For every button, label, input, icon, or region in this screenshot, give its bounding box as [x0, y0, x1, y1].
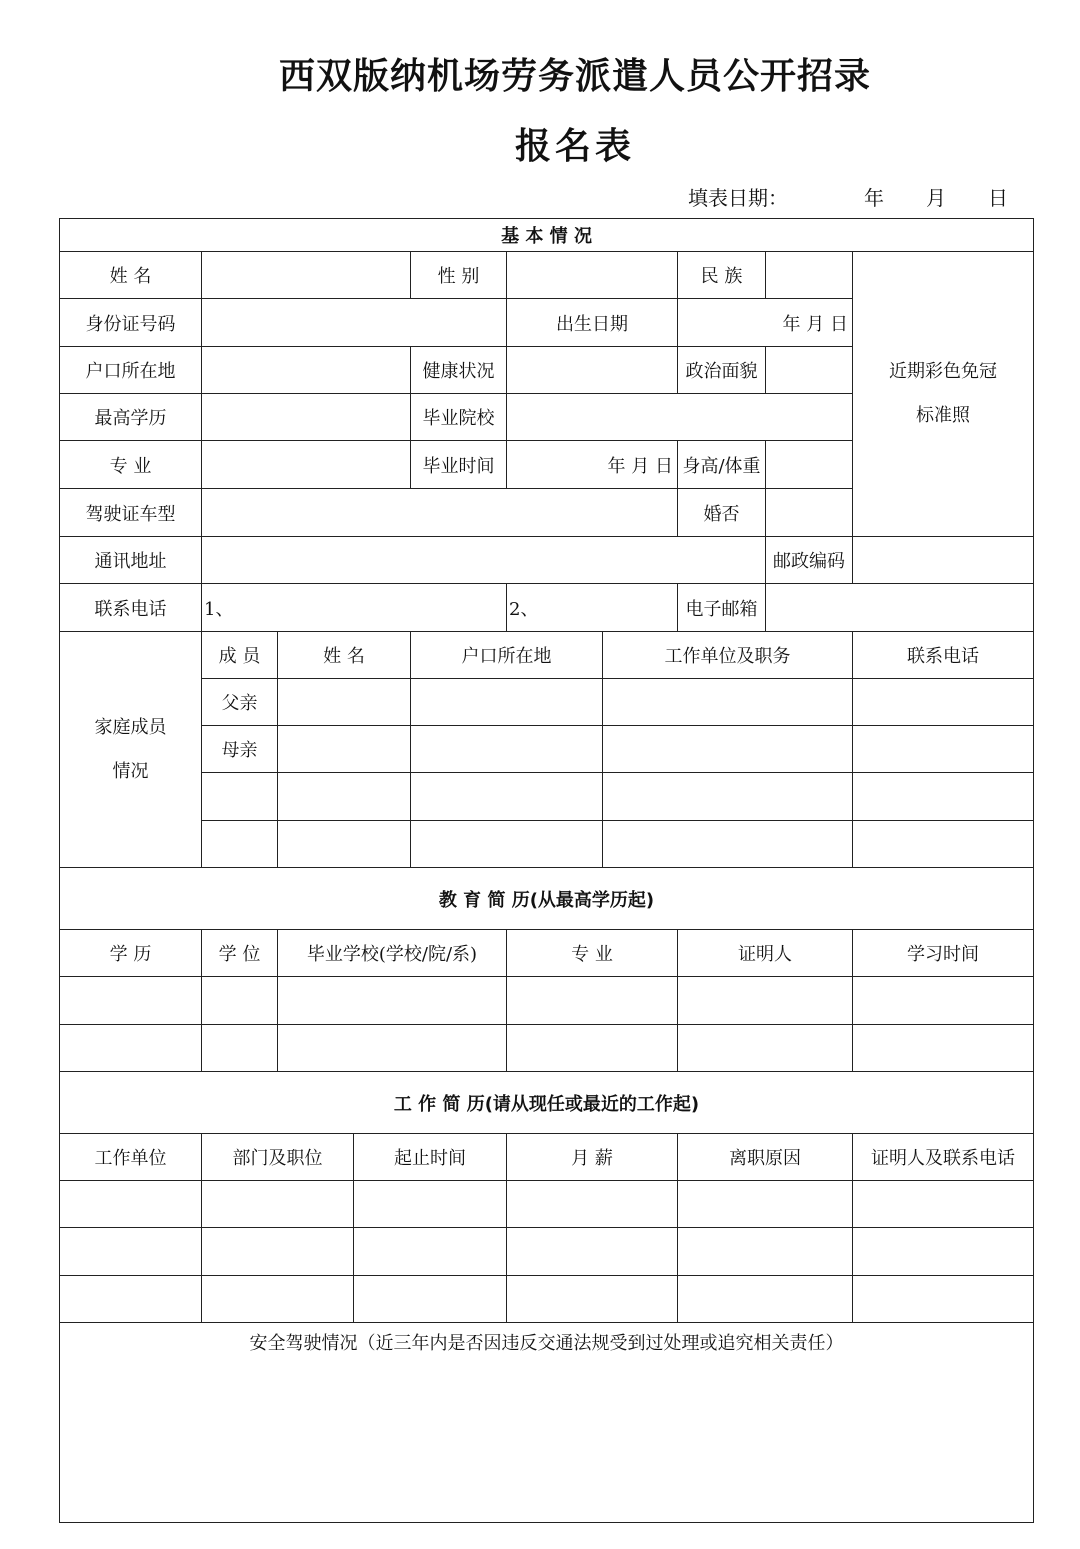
edu-cell[interactable] — [60, 1025, 202, 1072]
postcode-field[interactable] — [853, 537, 1034, 584]
family-row — [60, 726, 1034, 773]
work-cell[interactable] — [678, 1276, 853, 1323]
address-field[interactable] — [202, 537, 766, 584]
edu-cell[interactable] — [507, 977, 678, 1025]
family-member-cell[interactable] — [202, 821, 278, 868]
family-hukou-cell[interactable] — [411, 679, 603, 726]
phone-label: 联系电话 — [60, 584, 202, 632]
phone2-field[interactable]: 2、 — [507, 584, 678, 632]
edu-row — [60, 977, 1034, 1025]
family-name-cell[interactable] — [278, 679, 411, 726]
family-label-line1: 家庭成员 — [94, 716, 167, 738]
edu-cell[interactable] — [278, 977, 507, 1025]
education-field[interactable] — [202, 394, 411, 441]
edu-row — [60, 1025, 1034, 1072]
family-hukou-cell[interactable] — [411, 773, 603, 821]
work-header-period: 起止时间 — [354, 1134, 507, 1181]
family-name-cell[interactable] — [278, 726, 411, 773]
edu-header-school: 毕业学校(学校/院/系) — [278, 930, 507, 977]
work-cell[interactable] — [354, 1228, 507, 1276]
family-header-name: 姓 名 — [278, 632, 411, 679]
family-phone-cell[interactable] — [853, 821, 1034, 868]
phone1-field[interactable]: 1、 — [202, 584, 507, 632]
work-header-salary: 月 薪 — [507, 1134, 678, 1181]
school-label: 毕业院校 — [411, 394, 507, 441]
height-weight-label: 身高/体重 — [678, 441, 766, 489]
married-label: 婚否 — [678, 489, 766, 537]
edu-cell[interactable] — [278, 1025, 507, 1072]
gender-field[interactable] — [507, 252, 678, 299]
family-work-cell[interactable] — [603, 821, 853, 868]
work-cell[interactable] — [202, 1181, 354, 1228]
section-basic-info: 基 本 情 况 — [60, 219, 1034, 252]
work-cell[interactable] — [507, 1228, 678, 1276]
family-name-cell[interactable] — [278, 773, 411, 821]
fill-date-month: 月 — [926, 186, 946, 210]
id-number-label: 身份证号码 — [60, 299, 202, 347]
major-field[interactable] — [202, 441, 411, 489]
section-education: 教 育 简 历(从最高学历起) — [60, 868, 1034, 930]
family-header-work: 工作单位及职务 — [603, 632, 853, 679]
family-header-phone: 联系电话 — [853, 632, 1034, 679]
school-field[interactable] — [507, 394, 853, 441]
gender-label: 性 别 — [411, 252, 507, 299]
work-cell[interactable] — [853, 1228, 1034, 1276]
photo-label-line2: 标准照 — [916, 405, 971, 426]
name-label: 姓 名 — [60, 252, 202, 299]
edu-cell[interactable] — [678, 1025, 853, 1072]
family-member-mother: 母亲 — [202, 726, 278, 773]
family-row — [60, 773, 1034, 821]
edu-cell[interactable] — [853, 977, 1034, 1025]
hukou-field[interactable] — [202, 347, 411, 394]
work-row — [60, 1276, 1034, 1323]
edu-header-period: 学习时间 — [853, 930, 1034, 977]
work-cell[interactable] — [678, 1228, 853, 1276]
family-header-member: 成 员 — [202, 632, 278, 679]
family-member-cell[interactable] — [202, 773, 278, 821]
safety-driving-label: 安全驾驶情况（近三年内是否因违反交通法规受到过处理或追究相关责任） — [249, 1333, 844, 1354]
hukou-label: 户口所在地 — [60, 347, 202, 394]
family-phone-cell[interactable] — [853, 726, 1034, 773]
health-label: 健康状况 — [411, 347, 507, 394]
political-field[interactable] — [766, 347, 853, 394]
work-cell[interactable] — [202, 1276, 354, 1323]
work-cell[interactable] — [60, 1276, 202, 1323]
section-work: 工 作 简 历(请从现任或最近的工作起) — [60, 1072, 1034, 1134]
work-row — [60, 1228, 1034, 1276]
family-hukou-cell[interactable] — [411, 821, 603, 868]
email-field[interactable] — [766, 584, 1034, 632]
address-label: 通讯地址 — [60, 537, 202, 584]
education-label: 最高学历 — [60, 394, 202, 441]
work-cell[interactable] — [202, 1228, 354, 1276]
work-header-unit: 工作单位 — [60, 1134, 202, 1181]
family-phone-cell[interactable] — [853, 679, 1034, 726]
id-number-field[interactable] — [202, 299, 507, 347]
edu-cell[interactable] — [202, 977, 278, 1025]
birth-date-label: 出生日期 — [507, 299, 678, 347]
married-field[interactable] — [766, 489, 853, 537]
edu-header-xuewei: 学 位 — [202, 930, 278, 977]
fill-date-day: 日 — [988, 186, 1008, 210]
name-field[interactable] — [202, 252, 411, 299]
family-hukou-cell[interactable] — [411, 726, 603, 773]
family-member-father: 父亲 — [202, 679, 278, 726]
edu-header-degree: 学 历 — [60, 930, 202, 977]
safety-driving-area[interactable] — [60, 1323, 1034, 1523]
family-row — [60, 679, 1034, 726]
edu-header-major: 专 业 — [507, 930, 678, 977]
photo-area[interactable] — [853, 252, 1034, 537]
work-cell[interactable] — [853, 1181, 1034, 1228]
major-label: 专 业 — [60, 441, 202, 489]
family-label — [60, 632, 202, 868]
work-header-position: 部门及职位 — [202, 1134, 354, 1181]
health-field[interactable] — [507, 347, 678, 394]
work-cell[interactable] — [60, 1181, 202, 1228]
fill-date-year: 年 — [864, 186, 884, 210]
edu-cell[interactable] — [507, 1025, 678, 1072]
edu-header-witness: 证明人 — [678, 930, 853, 977]
political-label: 政治面貌 — [678, 347, 766, 394]
family-work-cell[interactable] — [603, 726, 853, 773]
ethnicity-field[interactable] — [766, 252, 853, 299]
license-field[interactable] — [202, 489, 678, 537]
work-header-reason: 离职原因 — [678, 1134, 853, 1181]
work-cell[interactable] — [507, 1181, 678, 1228]
family-phone-cell[interactable] — [853, 773, 1034, 821]
postcode-label: 邮政编码 — [766, 537, 853, 584]
photo-label-line1: 近期彩色免冠 — [889, 361, 998, 382]
family-header-hukou: 户口所在地 — [411, 632, 603, 679]
family-name-cell[interactable] — [278, 821, 411, 868]
work-cell[interactable] — [354, 1276, 507, 1323]
work-cell[interactable] — [678, 1181, 853, 1228]
fill-date-label: 填表日期： — [688, 186, 788, 210]
birth-date-field[interactable]: 年 月 日 — [678, 299, 853, 347]
family-work-cell[interactable] — [603, 679, 853, 726]
work-cell[interactable] — [354, 1181, 507, 1228]
family-work-cell[interactable] — [603, 773, 853, 821]
grad-time-field[interactable]: 年 月 日 — [507, 441, 678, 489]
work-header-reference: 证明人及联系电话 — [853, 1134, 1034, 1181]
edu-cell[interactable] — [678, 977, 853, 1025]
work-row — [60, 1181, 1034, 1228]
registration-form-table — [59, 218, 1034, 1523]
grad-time-label: 毕业时间 — [411, 441, 507, 489]
work-cell[interactable] — [60, 1228, 202, 1276]
family-row — [60, 821, 1034, 868]
email-label: 电子邮箱 — [678, 584, 766, 632]
ethnicity-label: 民 族 — [678, 252, 766, 299]
work-cell[interactable] — [853, 1276, 1034, 1323]
family-label-line2: 情况 — [112, 760, 149, 782]
license-label: 驾驶证车型 — [60, 489, 202, 537]
form-title: 西双版纳机场劳务派遣人员公开招录 — [278, 56, 871, 97]
height-weight-field[interactable] — [766, 441, 853, 489]
edu-cell[interactable] — [60, 977, 202, 1025]
work-cell[interactable] — [507, 1276, 678, 1323]
edu-cell[interactable] — [202, 1025, 278, 1072]
edu-cell[interactable] — [853, 1025, 1034, 1072]
form-subtitle: 报名表 — [514, 126, 635, 167]
